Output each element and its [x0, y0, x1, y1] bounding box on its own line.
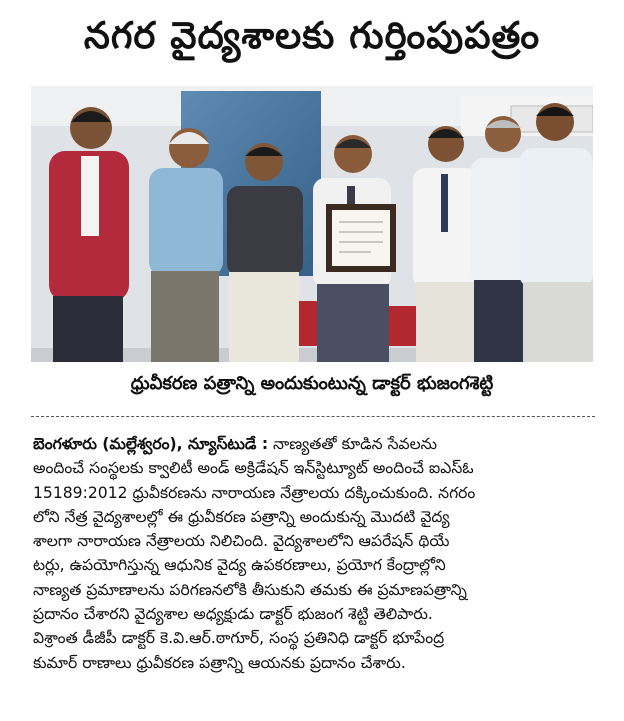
- article-line-1: [33, 432, 593, 456]
- article-line-4: లోని నేత్ర వైద్యశాలల్లో ఈ ధ్రువీకరణ పత్రాన్ని అందుకున్న మొదటి వైద్య: [33, 507, 450, 526]
- article-line-5: శాలగా నారాయణ నేత్రాలయ నిలిచింది. వైద్యశాలలోని ఆపరేషన్ థియే: [33, 532, 450, 551]
- article-text: నాణ్యతతో కూడిన సేవలను: [273, 435, 437, 453]
- news-photo: [31, 86, 593, 362]
- article-body: [33, 432, 593, 675]
- article-line-9: విశ్రాంత డీజీపీ డాక్టర్ కె.వి.ఆర్.ఠాగూర్, సంస్థ ప్రతినిధి డాక్టర్ భూపేంద్ర: [33, 629, 445, 648]
- article-line-8: ప్రదానం చేశారని వైద్యశాల అధ్యక్షుడు డాక్టర్ భుజంగ శెట్టి తెలిపారు.: [33, 605, 433, 624]
- article-line-2: అందించే సంస్థలకు క్వాలిటీ అండ్ అక్రిడేషన్ ఇన్‌స్టిట్యూట్ అందించే ఐఎస్ఓ: [33, 459, 474, 478]
- photo-illustration: [31, 86, 593, 362]
- article-line-3: 15189:2012 ధ్రువీకరణను నారాయణ నేత్రాలయ దక్కించుకుంది. నగరం: [33, 483, 476, 502]
- headline: నగర వైద్యశాలకు గుర్తింపుపత్రం: [83, 14, 541, 57]
- article-line-6: టర్లు, ఉపయోగిస్తున్న ఆధునిక వైద్య ఉపకరణాలు, ప్రయోగ కేంద్రాల్లోని: [33, 556, 446, 575]
- certificate: [326, 204, 396, 272]
- photo-caption: ధ్రువీకరణ పత్రాన్ని అందుకుంటున్న డాక్టర్ భుజంగశెట్టి: [130, 373, 494, 394]
- dateline: బెంగళూరు (మల్లేశ్వరం), న్యూస్‌టుడే :: [33, 435, 269, 453]
- article-line-10: కుమార్ రాణాలు ధ్రువీకరణ పత్రాన్ని ఆయనకు ప్రదానం చేశారు.: [33, 653, 406, 672]
- divider: [31, 416, 595, 417]
- article-line-7: నాణ్యత ప్రమాణాలను పరిగణనలోకి తీసుకుని తమకు ఈ ప్రమాణపత్రాన్ని: [33, 580, 467, 599]
